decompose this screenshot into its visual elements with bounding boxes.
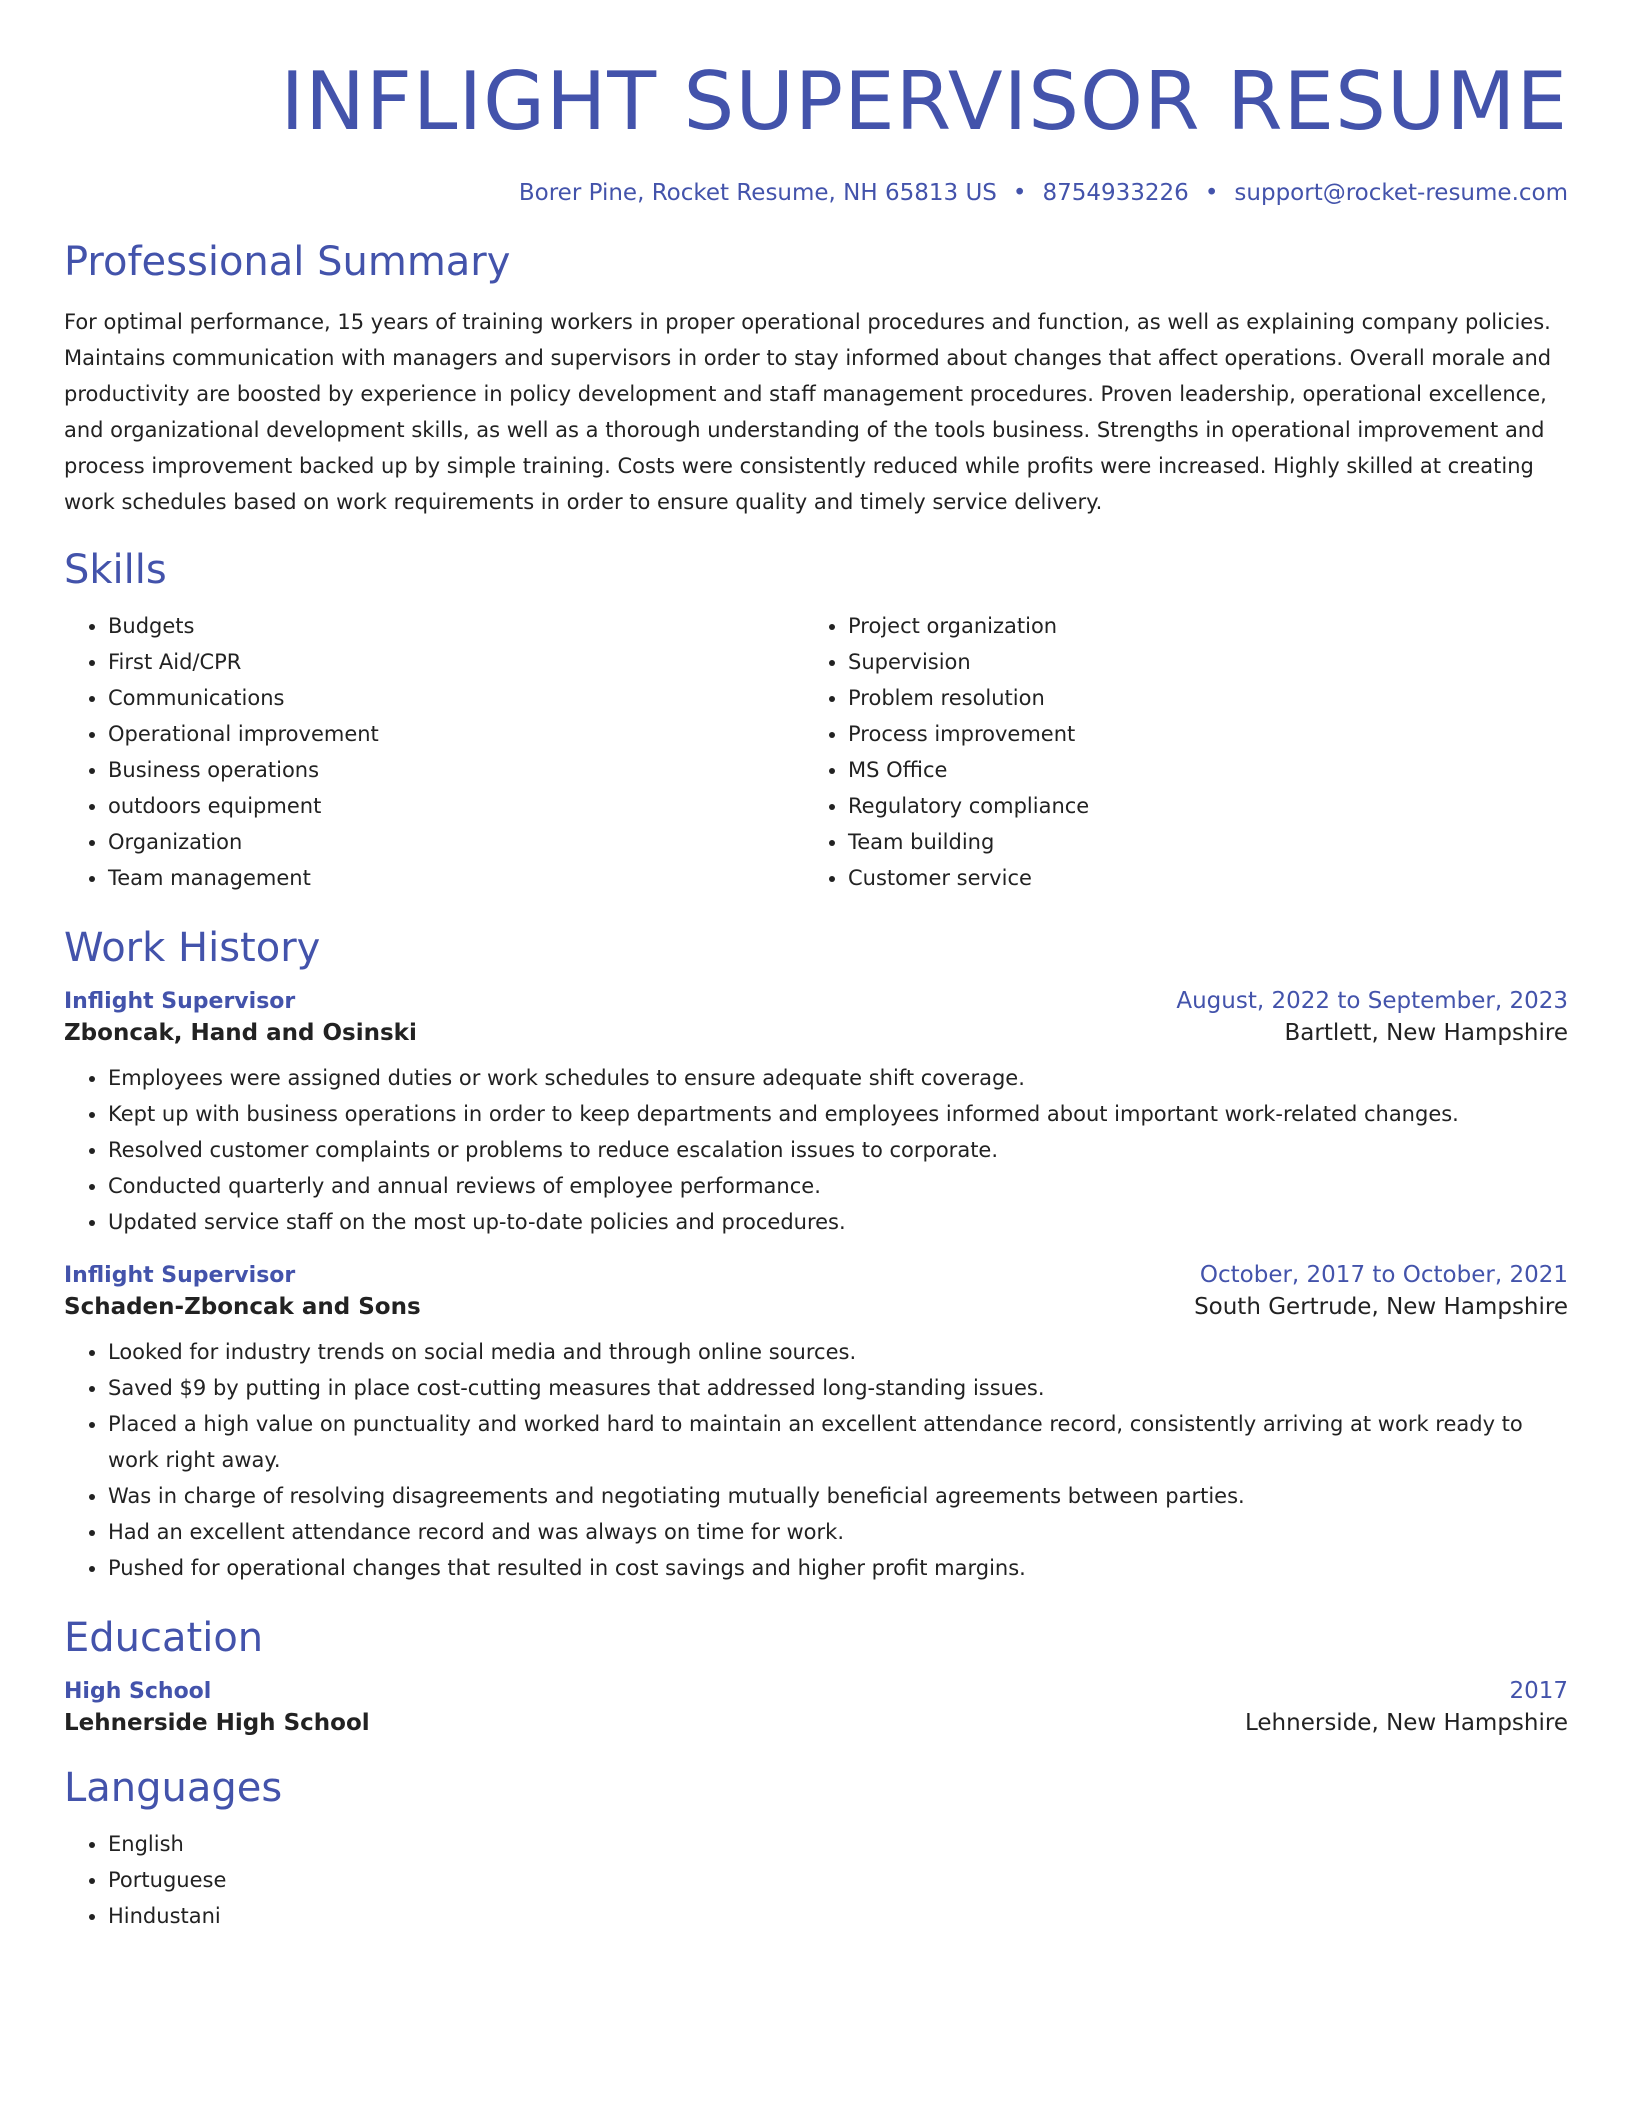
job-entry [64,1262,1568,1586]
duty-item: • Pushed for operational changes that resulted in cost savings and higher profit margins. [108,1550,1568,1586]
skills-right-column [804,608,1568,896]
contact-line [64,180,1568,212]
skill-item: • Project organization [848,608,1568,644]
email-link[interactable]: support@rocket-resume.com [1234,180,1568,206]
skill-item: • Team building [848,824,1568,860]
skill-item: • outdoors equipment [108,788,804,824]
school-name: Lehnerside High School [64,1710,370,1736]
duty-item: • Looked for industry trends on social media and through online sources. [108,1334,1568,1370]
skill-item: • Process improvement [848,716,1568,752]
job-duties [64,1334,1568,1586]
job-dates: October, 2017 to October, 2021 [1199,1262,1568,1288]
duty-item: • Employees were assigned duties or work schedules to ensure adequate shift coverage. [108,1060,1568,1096]
job-location: Bartlett, New Hampshire [1284,1020,1568,1046]
skill-item: • Regulatory compliance [848,788,1568,824]
skills-left-column [64,608,804,896]
duty-item: • Resolved customer complaints or problems to reduce escalation issues to corporate. [108,1132,1568,1168]
job-location: South Gertrude, New Hampshire [1194,1294,1568,1320]
job-title: Inflight Supervisor [64,989,296,1014]
skills-heading: Skills [64,547,167,593]
language-item: • Hindustani [108,1898,1568,1934]
skills-list [64,608,1568,896]
job-title: Inflight Supervisor [64,1263,296,1288]
duty-item: • Was in charge of resolving disagreements and negotiating mutually beneficial agreements between parties. [108,1478,1568,1514]
school-location: Lehnerside, New Hampshire [1245,1710,1568,1736]
language-item: • English [108,1826,1568,1862]
duty-item: • Conducted quarterly and annual reviews of employee performance. [108,1168,1568,1204]
languages-list [64,1826,1568,1934]
phone: 8754933226 [1042,180,1189,206]
separator: • [1204,180,1219,206]
education-entry [64,1678,1568,1736]
skill-item: • Communications [108,680,804,716]
skill-item: • Problem resolution [848,680,1568,716]
language-item: • Portuguese [108,1862,1568,1898]
education-heading: Education [64,1615,264,1661]
company-name: Zboncak, Hand and Osinski [64,1020,417,1046]
duty-item: • Updated service staff on the most up-to-date policies and procedures. [108,1204,1568,1240]
degree: High School [64,1679,212,1704]
work-history-heading: Work History [64,925,321,971]
job-duties [64,1060,1568,1240]
job-dates: August, 2022 to September, 2023 [1176,988,1568,1014]
separator: • [1012,180,1027,206]
skill-item: • Customer service [848,860,1568,896]
skill-item: • Supervision [848,644,1568,680]
skill-item: • First Aid/CPR [108,644,804,680]
job-entry [64,988,1568,1240]
languages-heading: Languages [64,1765,283,1811]
skill-item: • Budgets [108,608,804,644]
skill-item: • Team management [108,860,804,896]
duty-item: • Had an excellent attendance record and was always on time for work. [108,1514,1568,1550]
summary-text: For optimal performance, 15 years of training workers in proper operational procedures and function, as well as explaining company policies. Maintains communication with managers and supervisors in order to stay informed about changes that affect operations. Overall morale and productivity are boosted by experience in policy development and staff management procedures. Proven leadership, operational excellence, and organizational development skills, as well as a thorough understanding of the tools business. Strengths in operational improvement and process improvement backed up by simple training. Costs were consistently reduced while profits were increased. Highly skilled at creating work schedules based on work requirements in order to ensure quality and timely service delivery. [64,310,1552,514]
address: Borer Pine, Rocket Resume, NH 65813 US [518,180,997,206]
summary-heading: Professional Summary [64,239,511,285]
duty-item: • Kept up with business operations in order to keep departments and employees informed about important work-related changes. [108,1096,1568,1132]
graduation-year: 2017 [1509,1678,1568,1704]
skill-item: • MS Office [848,752,1568,788]
company-name: Schaden-Zboncak and Sons [64,1294,421,1320]
resume-title: INFLIGHT SUPERVISOR RESUME [280,55,1568,148]
skill-item: • Business operations [108,752,804,788]
duty-item: • Placed a high value on punctuality and worked hard to maintain an excellent attendance record, consistently arriving at work ready to work right away. [108,1406,1568,1478]
duty-item: • Saved $9 by putting in place cost-cutting measures that addressed long-standing issues. [108,1370,1568,1406]
skill-item: • Operational improvement [108,716,804,752]
skill-item: • Organization [108,824,804,860]
